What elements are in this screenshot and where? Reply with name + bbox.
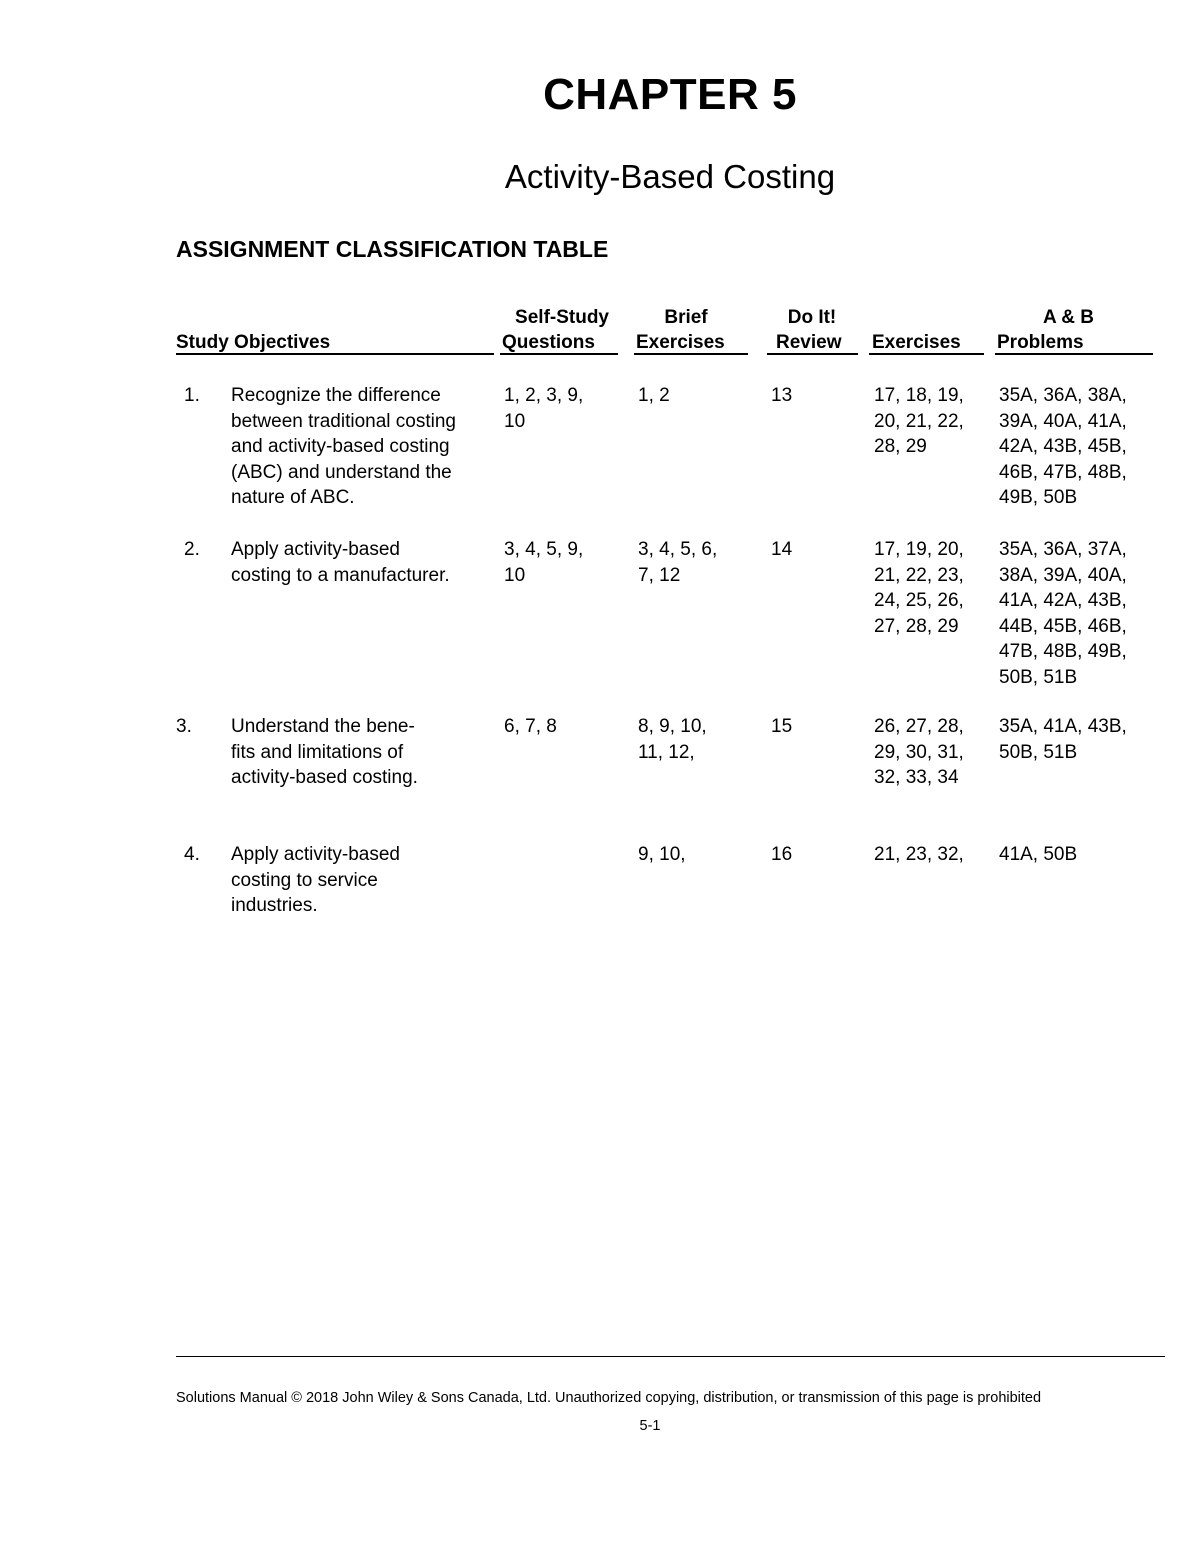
header-doit-line1: Do It!	[787, 307, 837, 328]
header-exercises: Exercises	[872, 332, 961, 353]
row-do-it: 16	[771, 844, 793, 865]
row-do-it: 15	[771, 716, 793, 737]
row-number: 1.	[184, 385, 200, 406]
row-objective: Apply activity-based costing to service industries.	[231, 844, 400, 916]
row-exercises: 21, 23, 32,	[874, 844, 964, 865]
row-number: 2.	[184, 539, 200, 560]
header-ab-line2: Problems	[997, 332, 1084, 353]
row-number: 3.	[176, 716, 192, 737]
row-objective: Apply activity-based costing to a manufacturer.	[231, 539, 450, 586]
row-number: 4.	[184, 844, 200, 865]
row-problems: 35A, 36A, 37A, 38A, 39A, 40A, 41A, 42A, 43B, 44B, 45B, 46B, 47B, 48B, 49B, 50B, 51B	[999, 539, 1127, 688]
header-brief-line2: Exercises	[636, 332, 725, 353]
header-self-study-line2: Questions	[502, 332, 595, 353]
footer-copyright: Solutions Manual © 2018 John Wiley & Sons Canada, Ltd. Unauthorized copying, distribution, or transmission of this page is prohibited	[176, 1390, 1042, 1406]
header-doit-line2: Review	[776, 332, 842, 353]
header-ab-line1: A & B	[1042, 307, 1094, 328]
footer-rule	[176, 1356, 1165, 1357]
row-brief: 3, 4, 5, 6, 7, 12	[638, 539, 718, 586]
row-problems: 35A, 36A, 38A, 39A, 40A, 41A, 42A, 43B, 45B, 46B, 47B, 48B, 49B, 50B	[999, 385, 1127, 508]
page-number: 5-1	[639, 1418, 661, 1434]
row-problems: 41A, 50B	[999, 844, 1078, 865]
row-brief: 9, 10,	[638, 844, 686, 865]
row-exercises: 17, 19, 20, 21, 22, 23, 24, 25, 26, 27, 28, 29	[874, 539, 964, 637]
section-heading: ASSIGNMENT CLASSIFICATION TABLE	[176, 236, 609, 262]
header-underline-objectives	[176, 353, 494, 355]
chapter-title: CHAPTER 5	[543, 70, 797, 119]
row-objective: Recognize the difference between traditional costing and activity-based costing (ABC) and understand the nature of ABC.	[231, 385, 456, 508]
row-do-it: 14	[771, 539, 793, 560]
chapter-subtitle: Activity-Based Costing	[504, 158, 836, 195]
row-self-study: 3, 4, 5, 9, 10	[504, 539, 584, 586]
header-brief-line1: Brief	[664, 307, 708, 328]
row-brief: 8, 9, 10, 11, 12,	[638, 716, 707, 763]
row-self-study: 6, 7, 8	[504, 716, 557, 737]
header-study-objectives: Study Objectives	[176, 332, 331, 353]
header-underline-self-study	[500, 353, 618, 355]
row-exercises: 17, 18, 19, 20, 21, 22, 28, 29	[874, 385, 964, 457]
header-underline-exercises	[869, 353, 984, 355]
row-problems: 35A, 41A, 43B, 50B, 51B	[999, 716, 1127, 763]
header-underline-brief	[634, 353, 748, 355]
row-objective: Understand the bene- fits and limitations of activity-based costing.	[231, 716, 418, 788]
header-underline-doit	[767, 353, 858, 355]
row-self-study: 1, 2, 3, 9, 10	[504, 385, 584, 432]
row-do-it: 13	[771, 385, 793, 406]
row-brief: 1, 2	[638, 385, 670, 406]
row-exercises: 26, 27, 28, 29, 30, 31, 32, 33, 34	[874, 716, 964, 788]
header-self-study-line1: Self-Study	[515, 307, 609, 328]
header-underline-problems	[995, 353, 1153, 355]
